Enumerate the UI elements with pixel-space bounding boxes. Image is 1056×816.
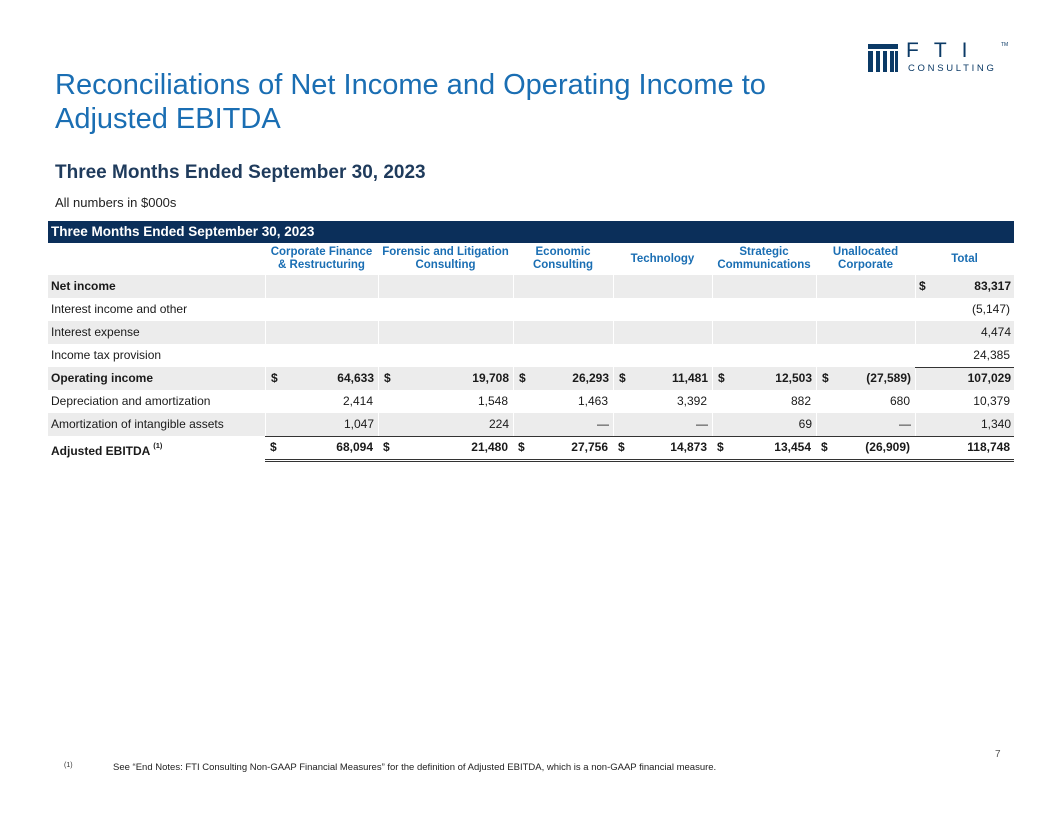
column-header-line-1: Corporate Finance	[270, 246, 373, 258]
table-cell	[513, 390, 613, 413]
column-header-line-2: Consulting	[415, 259, 476, 271]
currency-symbol: $	[384, 371, 391, 385]
cell-value: 69	[798, 417, 812, 431]
column-header-line-2: Corporate	[838, 259, 893, 271]
table-cell	[513, 367, 614, 390]
row-label	[51, 344, 161, 367]
row-label-text: Interest income and other	[51, 302, 188, 316]
table-cell	[915, 390, 1014, 413]
currency-symbol: $	[717, 440, 724, 454]
cell-value: 1,047	[343, 417, 374, 431]
table-cell	[613, 298, 712, 321]
currency-symbol: $	[270, 440, 277, 454]
table-cell	[816, 344, 915, 367]
table-cell	[712, 321, 817, 344]
table-cell	[915, 413, 1015, 436]
cell-value: 3,392	[676, 394, 707, 408]
table-cell	[915, 321, 1015, 344]
table-cell	[265, 275, 379, 298]
row-label-text: Adjusted EBITDA	[51, 444, 150, 458]
table-cell	[712, 413, 817, 436]
table-row	[48, 275, 1014, 298]
table-cell	[613, 413, 713, 436]
cell-value: 64,633	[337, 371, 374, 385]
units-note: All numbers in $000s	[55, 195, 177, 210]
row-label	[51, 367, 153, 390]
table-cell	[378, 436, 513, 459]
cell-value: (26,909)	[865, 440, 910, 454]
table-row	[48, 413, 1014, 436]
table-cell	[712, 436, 816, 459]
row-label	[51, 413, 224, 436]
cell-value: 4,474	[980, 325, 1011, 339]
row-label	[51, 298, 187, 321]
column-header	[613, 253, 712, 266]
reconciliation-table	[48, 221, 1014, 459]
table-cell	[265, 298, 378, 321]
table-cell	[265, 344, 378, 367]
table-cell	[265, 413, 379, 436]
row-label-text: Interest expense	[51, 325, 140, 339]
column-header	[712, 246, 816, 272]
cell-value: 13,454	[774, 440, 811, 454]
row-label	[51, 390, 210, 413]
cell-value: 224	[488, 417, 509, 431]
cell-value: (5,147)	[971, 302, 1010, 316]
table-cell	[816, 436, 915, 459]
column-header	[378, 246, 513, 272]
cell-value: —	[696, 417, 708, 431]
cell-value: 26,293	[572, 371, 609, 385]
table-cell	[712, 344, 816, 367]
fti-consulting-logo	[868, 39, 1009, 74]
cell-value: 1,340	[980, 417, 1011, 431]
column-header	[915, 253, 1014, 266]
table-cell	[915, 436, 1014, 459]
cell-value: 118,748	[967, 440, 1010, 454]
column-header-line-1: Strategic	[739, 246, 789, 258]
table-cell	[613, 321, 713, 344]
table-cell	[816, 321, 916, 344]
currency-symbol: $	[383, 440, 390, 454]
currency-symbol: $	[619, 371, 626, 385]
cell-value: 83,317	[974, 279, 1011, 293]
cell-value: (27,589)	[866, 371, 911, 385]
table-cell	[513, 413, 614, 436]
column-header-line-1: Total	[951, 253, 978, 265]
cell-value: 10,379	[973, 394, 1010, 408]
table-cell	[265, 321, 379, 344]
cell-value: 27,756	[571, 440, 608, 454]
table-row	[48, 321, 1014, 344]
column-header	[265, 246, 378, 272]
logo-trademark: TM	[1001, 42, 1009, 48]
table-cell	[513, 298, 613, 321]
table-row	[48, 436, 1014, 459]
logo-wordmark: FTI	[906, 39, 983, 62]
row-label-text: Operating income	[51, 371, 154, 385]
table-cell	[816, 390, 915, 413]
cell-value: 1,548	[477, 394, 508, 408]
column-header	[816, 246, 915, 272]
subtotal-rule	[915, 367, 1014, 368]
cell-value: 21,480	[471, 440, 508, 454]
column-header-line-1: Unallocated	[832, 246, 899, 258]
table-band-title: Three Months Ended September 30, 2023	[48, 221, 1014, 243]
table-cell	[915, 275, 1015, 298]
cell-value: 19,708	[472, 371, 509, 385]
table-cell	[816, 275, 916, 298]
table-cell	[378, 390, 513, 413]
row-label	[51, 436, 162, 463]
table-row	[48, 298, 1014, 321]
table-cell	[915, 367, 1015, 390]
table-cell	[378, 275, 514, 298]
fti-building-icon	[868, 44, 898, 72]
table-cell	[712, 390, 816, 413]
cell-value: 882	[790, 394, 811, 408]
table-cell	[265, 367, 379, 390]
section-subtitle: Three Months Ended September 30, 2023	[55, 162, 426, 183]
table-row	[48, 390, 1014, 413]
cell-value: 11,481	[671, 371, 708, 385]
currency-symbol: $	[822, 371, 829, 385]
table-cell	[712, 298, 816, 321]
footnote-reference: (1)	[153, 441, 163, 450]
currency-symbol: $	[821, 440, 828, 454]
footnote-text: See “End Notes: FTI Consulting Non-GAAP Financial Measures” for the definition of Adjusted EBITDA, which is a non-GAAP financial measure.	[113, 762, 717, 773]
column-header-line-1: Economic	[535, 246, 591, 258]
column-header-line-2: Communications	[717, 259, 811, 271]
logo-subtext: CONSULTING	[908, 63, 997, 74]
cell-value: 68,094	[336, 440, 373, 454]
table-cell	[513, 344, 613, 367]
table-cell	[816, 298, 915, 321]
table-cell	[915, 344, 1014, 367]
footnote-marker: (1)	[64, 762, 73, 769]
cell-value: 1,463	[577, 394, 608, 408]
cell-value: 12,503	[775, 371, 812, 385]
total-double-rule-1	[265, 459, 1014, 460]
table-cell	[378, 298, 513, 321]
currency-symbol: $	[271, 371, 278, 385]
currency-symbol: $	[618, 440, 625, 454]
row-label-text: Depreciation and amortization	[51, 394, 211, 408]
table-cell	[513, 275, 614, 298]
total-top-rule	[265, 436, 1014, 437]
currency-symbol: $	[519, 371, 526, 385]
table-cell	[513, 436, 613, 459]
table-cell	[378, 413, 514, 436]
table-body	[48, 275, 1014, 459]
cell-value: 680	[889, 394, 910, 408]
row-label-text: Amortization of intangible assets	[51, 417, 224, 431]
row-label-text: Income tax provision	[51, 348, 162, 362]
row-label-text: Net income	[51, 279, 116, 293]
table-cell	[613, 344, 712, 367]
column-header-line-2: & Restructuring	[278, 259, 365, 271]
table-cell	[712, 275, 817, 298]
table-cell	[816, 413, 916, 436]
currency-symbol: $	[919, 279, 926, 293]
table-cell	[712, 367, 817, 390]
row-label	[51, 275, 116, 298]
table-cell	[915, 298, 1014, 321]
table-row	[48, 344, 1014, 367]
cell-value: 24,385	[973, 348, 1010, 362]
page-title-line-2: Adjusted EBITDA	[55, 103, 281, 135]
column-header-line-1: Technology	[630, 253, 695, 265]
page-title-line-1: Reconciliations of Net Income and Operating Income to	[55, 69, 766, 101]
currency-symbol: $	[518, 440, 525, 454]
table-cell	[265, 390, 378, 413]
cell-value: —	[899, 417, 911, 431]
table-cell	[613, 367, 713, 390]
page-number: 7	[995, 749, 1001, 760]
cell-value: 2,414	[342, 394, 373, 408]
cell-value: 14,873	[670, 440, 707, 454]
table-cell	[378, 367, 514, 390]
column-header-line-2: Consulting	[532, 259, 594, 271]
table-cell	[265, 436, 378, 459]
cell-value: 107,029	[967, 371, 1011, 385]
table-cell	[378, 344, 513, 367]
page-title	[55, 68, 855, 136]
column-header	[513, 246, 613, 272]
table-cell	[613, 390, 712, 413]
total-double-rule-2	[265, 461, 1014, 462]
row-label	[51, 321, 140, 344]
table-cell	[378, 321, 514, 344]
currency-symbol: $	[718, 371, 725, 385]
column-header-line-1: Forensic and Litigation	[382, 246, 509, 258]
table-cell	[513, 321, 614, 344]
table-cell	[816, 367, 916, 390]
table-cell	[613, 275, 713, 298]
table-column-headers	[48, 243, 1014, 275]
cell-value: —	[597, 417, 609, 431]
table-row	[48, 367, 1014, 390]
table-cell	[613, 436, 712, 459]
